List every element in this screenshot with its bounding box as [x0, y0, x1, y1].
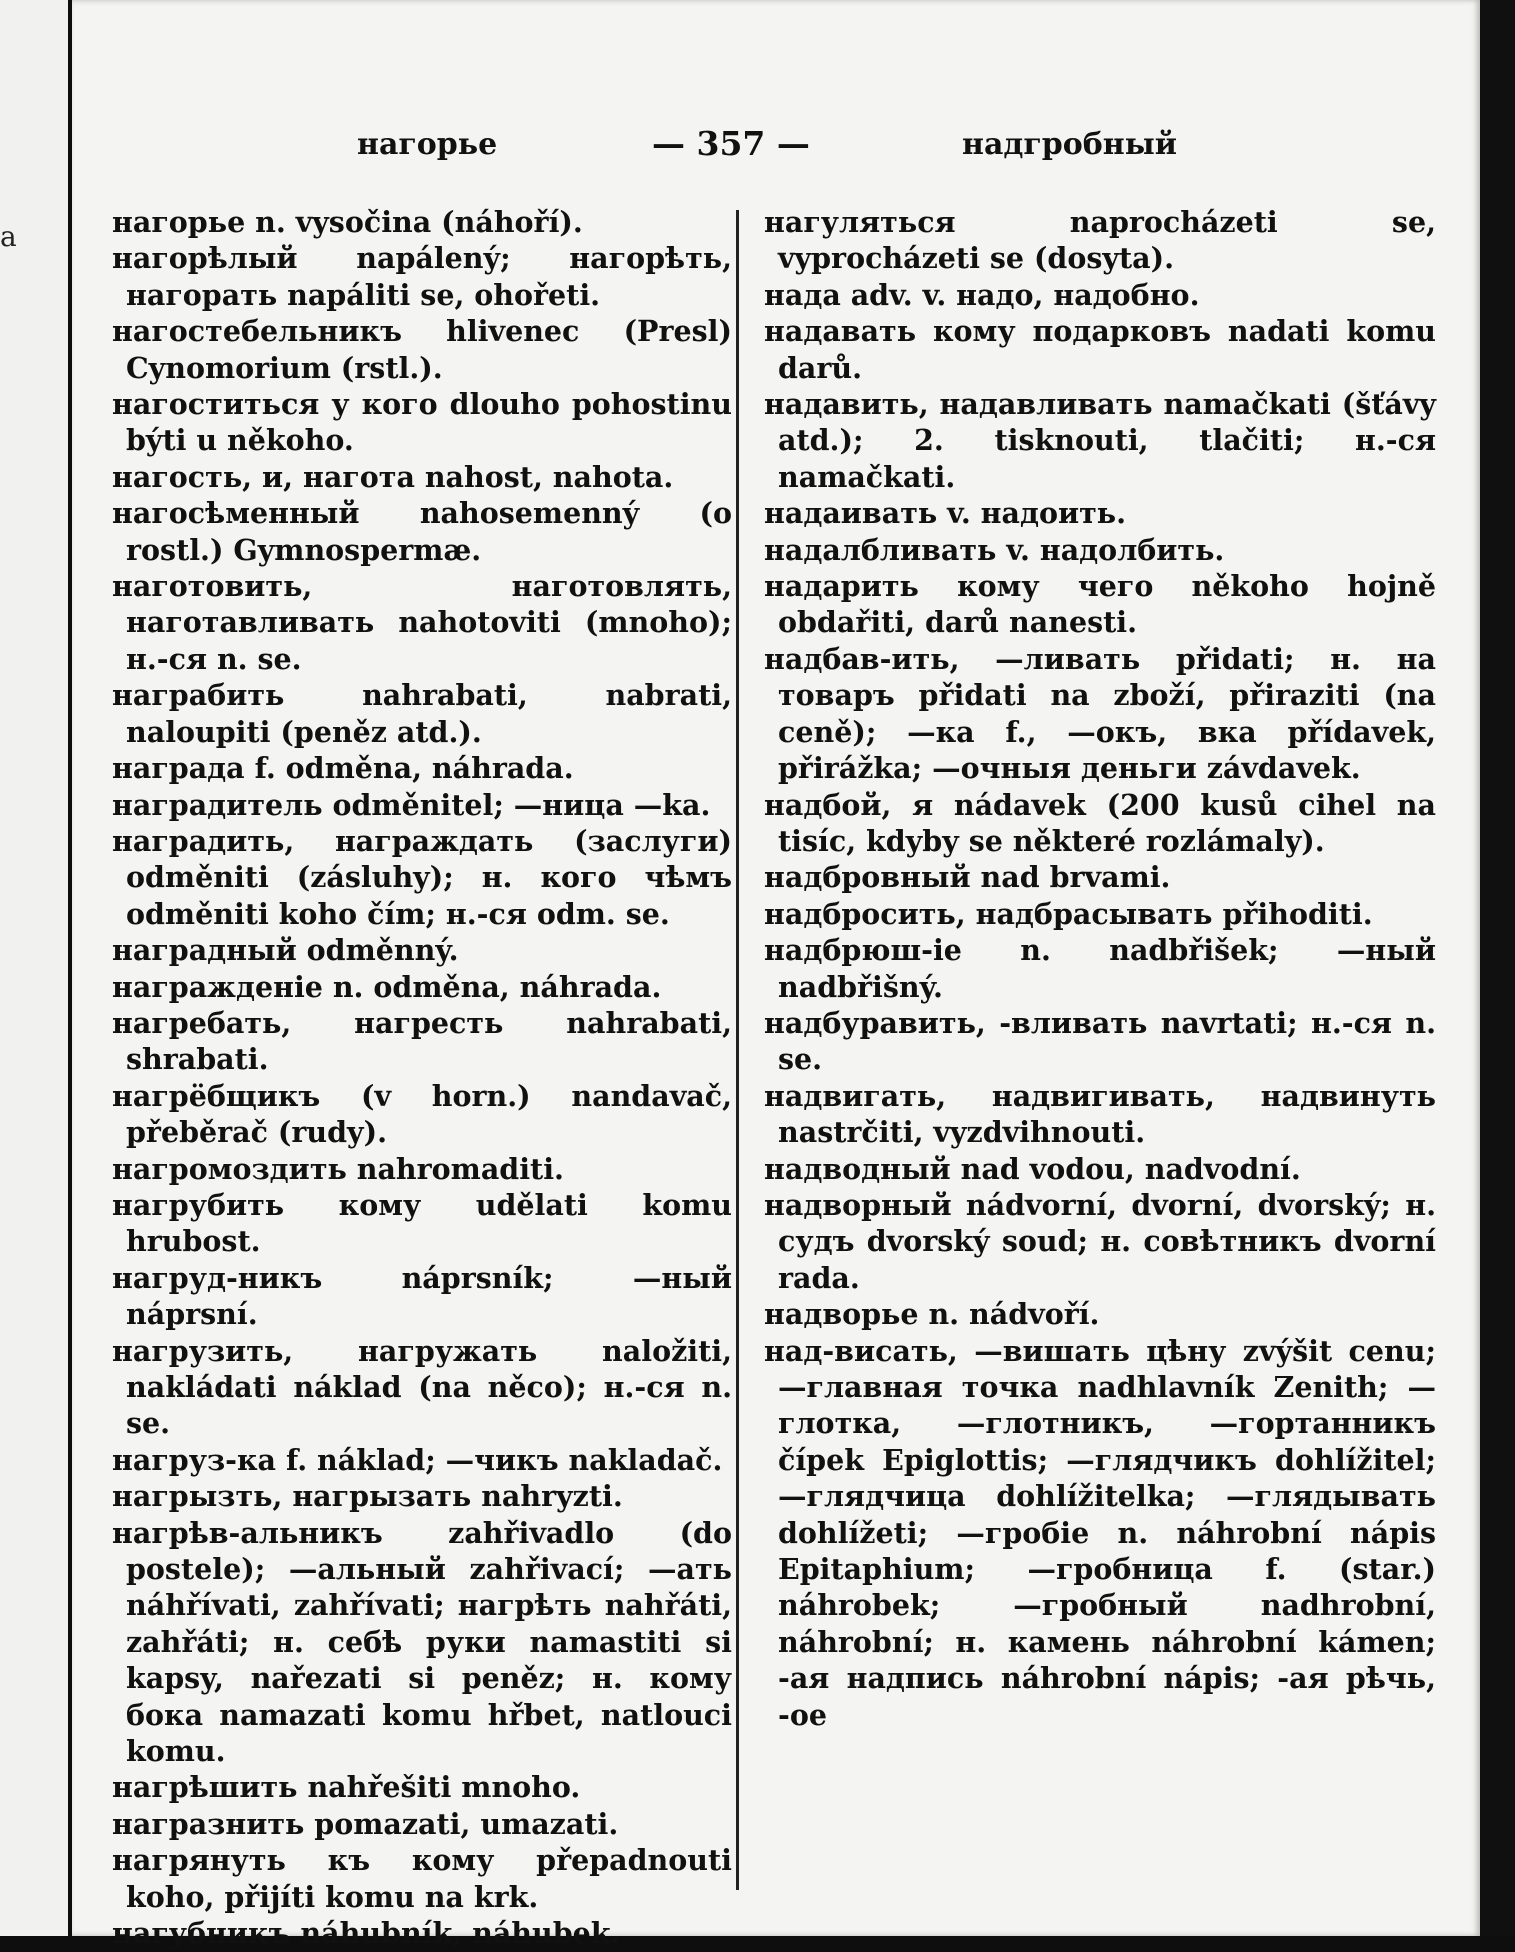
entry: надбросить, надбрасывать přihoditi.: [764, 896, 1373, 931]
entry: надбав-ить, —ливать přidati; н. на товаръ přidati na zboží, přiraziti (na ceně); —ка f., —окъ, вка přídavek, přirážka; —очныя деньги závdavek.: [764, 641, 1436, 786]
entry: нагребать, нагресть nahrabati, shrabati.: [112, 1005, 732, 1077]
entry: нагрянуть къ кому přepadnouti koho, přijíti komu na krk.: [112, 1843, 732, 1914]
entry: награжденіе n. odměna, náhrada.: [112, 969, 662, 1004]
entry: надвигать, надвигивать, надвинуть nastrčiti, vyzdvihnouti.: [764, 1078, 1436, 1150]
entry: надбуравить, -вливать navrtati; н.-ся n. se.: [764, 1005, 1436, 1077]
entry: надарить кому чего někoho hojně obdařiti, darů nanesti.: [764, 569, 1436, 640]
right-column: [764, 204, 1436, 1733]
entry: нагруз-ка f. náklad; —чикъ nakladač.: [112, 1442, 723, 1477]
entry: нагрѣшить nahřešiti mnoho.: [112, 1770, 581, 1805]
page-number: — 357 —: [652, 124, 810, 163]
header-left-guide-word: нагорье: [357, 127, 498, 162]
entry: надбрюш-іе n. nadbřišek; —ный nadbřišný.: [764, 933, 1436, 1004]
edge-mark: a: [0, 220, 17, 253]
entry: наградитель odměnitel; —ница —ka.: [112, 787, 711, 822]
entry: наготовить, наготовлять, наготавливать nahotoviti (mnoho); н.-ся n. se.: [112, 569, 732, 676]
entry: нагубникъ náhubník, náhubek.: [112, 1916, 621, 1951]
entry: нагрѣв-альникъ zahřivadlo (do postele); —альный zahřivací; —ать náhřívati, zahřívati; нагрѣть nahřáti, zahřáti; н. себѣ руки namastiti si kapsy, nařezati si peněz; н. кому бока namazati komu hřbet, natlouci komu.: [112, 1515, 732, 1769]
entry: надавить, надавливать namačkati (šťávy atd.); 2. tisknouti, tlačiti; н.-ся namačkati.: [764, 387, 1436, 494]
entry: наградить, награждать (заслуги) odměniti (zásluhy); н. кого чѣмъ odměniti koho čím; н.-ся odm. se.: [112, 823, 732, 931]
scan-border: [1480, 0, 1515, 1936]
entry: нагоститься у кого dlouho pohostinu býti u někoho.: [112, 387, 732, 458]
entry: нагуляться naprocházeti se, vyprocházeti se (dosyta).: [764, 205, 1436, 276]
entry: нагостебельникъ hlivenec (Presl) Cynomorium (rstl.).: [112, 314, 732, 385]
entry: нагосѣменный nahosemenný (o rostl.) Gymnospermæ.: [112, 496, 732, 567]
dictionary-page: [72, 0, 1480, 1951]
entry: надалбливать v. надолбить.: [764, 532, 1225, 567]
entry: нагрёбщикъ (v horn.) nandavač, přeběrač (rudy).: [112, 1078, 732, 1150]
entry: надбровный nad brvami.: [764, 860, 1171, 895]
column-divider: [736, 210, 739, 1890]
entry: нагость, и, нагота nahost, nahota.: [112, 459, 674, 494]
entry: награбить nahrabati, nabrati, naloupiti (peněz atd.).: [112, 678, 732, 749]
previous-page-edge: [0, 0, 68, 1936]
entry: награда f. odměna, náhrada.: [112, 751, 574, 786]
entry: награзнить pomazati, umazati.: [112, 1806, 619, 1841]
entry: нагрызть, нагрызать nahryzti.: [112, 1479, 623, 1514]
entry: наградный odměnný.: [112, 933, 459, 968]
entry: надбой, я nádavek (200 kusů cihel na tisíc, kdyby se některé rozlámaly).: [764, 787, 1436, 858]
entry: нагорѣлый napálený; нагорѣть, нагорать napáliti se, ohořeti.: [112, 241, 732, 312]
entry: надаивать v. надоить.: [764, 496, 1127, 531]
entry: нада adv. v. надо, надобно.: [764, 277, 1200, 312]
page-header: [72, 112, 1480, 172]
entry: нагромоздить nahromaditi.: [112, 1151, 564, 1186]
entry: нагорье n. vysočina (náhoří).: [112, 205, 583, 239]
entry: нагрузить, нагружать naložiti, nakládati náklad (na něco); н.-ся n. se.: [112, 1333, 732, 1441]
entry: нагруд-никъ náprsník; —ный náprsní.: [112, 1260, 732, 1332]
entry: над-висать, —вишать цѣну zvýšit cenu; —главная точка nadhlavník Zenith; —глотка, —глотникъ, —гортанникъ čípek Epiglottis; —глядчикъ dohlížitel; —глядчица dohlížitelka; —глядывать dohlížeti; —гробіе n. náhrobní nápis Epitaphium; —гробница f. (star.) náhrobek; —гробный nadhrobní, náhrobní; н. камень náhrobní kámen; -ая надпись náhrobní nápis; -ая рѣчь, -ое: [764, 1333, 1436, 1732]
entry: надворье n. nádvoří.: [764, 1297, 1100, 1332]
left-column: [112, 204, 732, 1952]
header-right-guide-word: надгробный: [962, 127, 1178, 162]
entry: надавать кому подарковъ nadati komu darů.: [764, 314, 1436, 385]
entry: надводный nad vodou, nadvodní.: [764, 1151, 1301, 1186]
entry: нагрубить кому udělati komu hrubost.: [112, 1187, 732, 1259]
entry: надворный nádvorní, dvorní, dvorský; н. судъ dvorský soud; н. совѣтникъ dvorní rada.: [764, 1187, 1436, 1295]
